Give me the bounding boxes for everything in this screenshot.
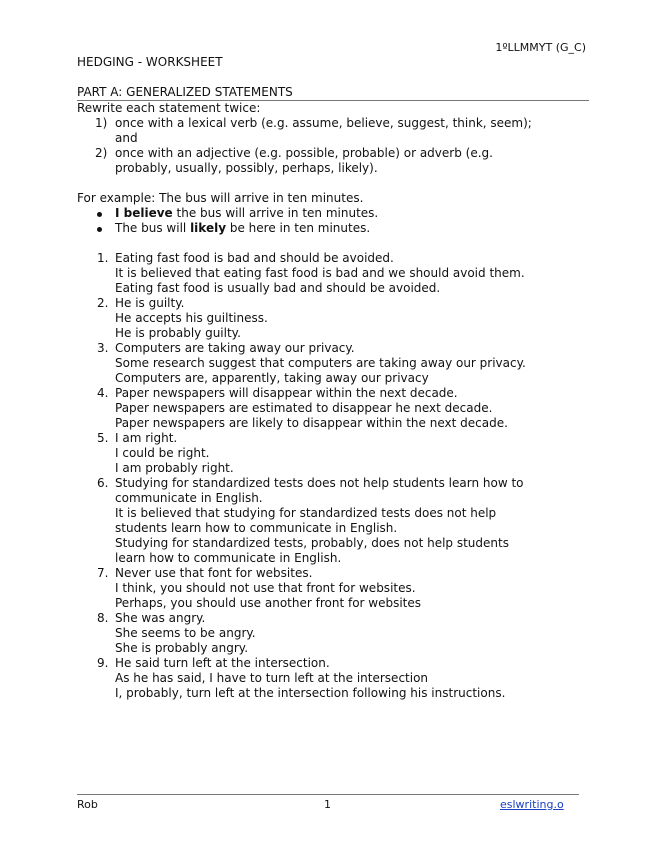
instruction-number: 1) (95, 116, 108, 130)
exercise-line: Perhaps, you should use another front for websites (115, 596, 422, 610)
bullet-icon (97, 227, 102, 232)
exercise-item (77, 341, 589, 386)
exercise-line: I think, you should not use that front for websites. (115, 581, 416, 595)
footer-divider (77, 794, 579, 795)
exercise-number: 9. (97, 656, 109, 670)
example-bold: likely (190, 221, 227, 235)
instructions-list (77, 116, 589, 176)
exercise-line: Never use that font for websites. (115, 566, 313, 580)
example-text: the bus will arrive in ten minutes. (172, 206, 379, 220)
exercise-list (77, 251, 589, 701)
part-heading: PART A: GENERALIZED STATEMENTS (77, 85, 589, 101)
exercise-line: She is probably angry. (115, 641, 249, 655)
exercise-line: It is believed that eating fast food is bad and we should avoid them. (115, 266, 525, 280)
exercise-number: 4. (97, 386, 109, 400)
exercise-line: Studying for standardized tests does not help students learn how to (115, 476, 524, 490)
exercise-line: As he has said, I have to turn left at the intersection (115, 671, 429, 685)
exercise-item (77, 611, 589, 656)
exercise-line: learn how to communicate in English. (115, 551, 342, 565)
exercise-line: I am probably right. (115, 461, 234, 475)
exercise-item (77, 431, 589, 476)
instruction-item (77, 116, 589, 146)
exercise-line: Eating fast food is bad and should be avoided. (115, 251, 394, 265)
example-bold: I believe (115, 206, 173, 220)
exercise-line: students learn how to communicate in English. (115, 521, 398, 535)
exercise-line: Computers are taking away our privacy. (115, 341, 355, 355)
example-bullet (77, 206, 589, 221)
instruction-item (77, 146, 589, 176)
exercise-item (77, 386, 589, 431)
exercise-line: Paper newspapers will disappear within the next decade. (115, 386, 458, 400)
worksheet-body (77, 101, 589, 701)
exercise-line: He said turn left at the intersection. (115, 656, 330, 670)
instruction-line: once with an adjective (e.g. possible, probable) or adverb (e.g. (115, 146, 493, 160)
header-code: 1ºLLMMYT (G_C) (495, 41, 586, 54)
exercise-line: I am right. (115, 431, 178, 445)
example-intro: For example: The bus will arrive in ten minutes. (77, 191, 364, 205)
example-bullet (77, 221, 589, 236)
example-text: The bus will (115, 221, 191, 235)
exercise-line: He is guilty. (115, 296, 185, 310)
exercise-item (77, 566, 589, 611)
instructions-intro: Rewrite each statement twice: (77, 101, 261, 115)
instruction-line: once with a lexical verb (e.g. assume, believe, suggest, think, seem); (115, 116, 532, 130)
example-bullets (77, 206, 589, 236)
footer-page-number: 1 (324, 798, 331, 811)
exercise-line: She was angry. (115, 611, 206, 625)
exercise-line: It is believed that studying for standardized tests does not help (115, 506, 497, 520)
exercise-item (77, 251, 589, 296)
exercise-number: 1. (97, 251, 109, 265)
exercise-line: Computers are, apparently, taking away our privacy (115, 371, 429, 385)
instruction-number: 2) (95, 146, 108, 160)
exercise-line: He is probably guilty. (115, 326, 241, 340)
exercise-line: I, probably, turn left at the intersection following his instructions. (115, 686, 506, 700)
exercise-line: Some research suggest that computers are taking away our privacy. (115, 356, 526, 370)
exercise-line: He accepts his guiltiness. (115, 311, 268, 325)
exercise-line: Eating fast food is usually bad and should be avoided. (115, 281, 441, 295)
worksheet-title: HEDGING - WORKSHEET (77, 55, 223, 69)
exercise-line: She seems to be angry. (115, 626, 256, 640)
exercise-number: 2. (97, 296, 109, 310)
exercise-item (77, 296, 589, 341)
instruction-line: probably, usually, possibly, perhaps, likely). (115, 161, 378, 175)
exercise-number: 6. (97, 476, 109, 490)
exercise-line: Paper newspapers are estimated to disappear he next decade. (115, 401, 493, 415)
bullet-icon (97, 212, 102, 217)
footer-author: Rob (77, 798, 98, 811)
exercise-number: 5. (97, 431, 109, 445)
exercise-item (77, 656, 589, 701)
exercise-line: I could be right. (115, 446, 210, 460)
exercise-line: communicate in English. (115, 491, 263, 505)
exercise-number: 8. (97, 611, 109, 625)
exercise-number: 7. (97, 566, 109, 580)
exercise-item (77, 476, 589, 566)
example-text: be here in ten minutes. (226, 221, 371, 235)
exercise-line: Paper newspapers are likely to disappear within the next decade. (115, 416, 508, 430)
instruction-line: and (115, 131, 138, 145)
exercise-line: Studying for standardized tests, probably, does not help students (115, 536, 509, 550)
footer-site-link[interactable]: eslwriting.o (500, 798, 564, 811)
exercise-number: 3. (97, 341, 109, 355)
